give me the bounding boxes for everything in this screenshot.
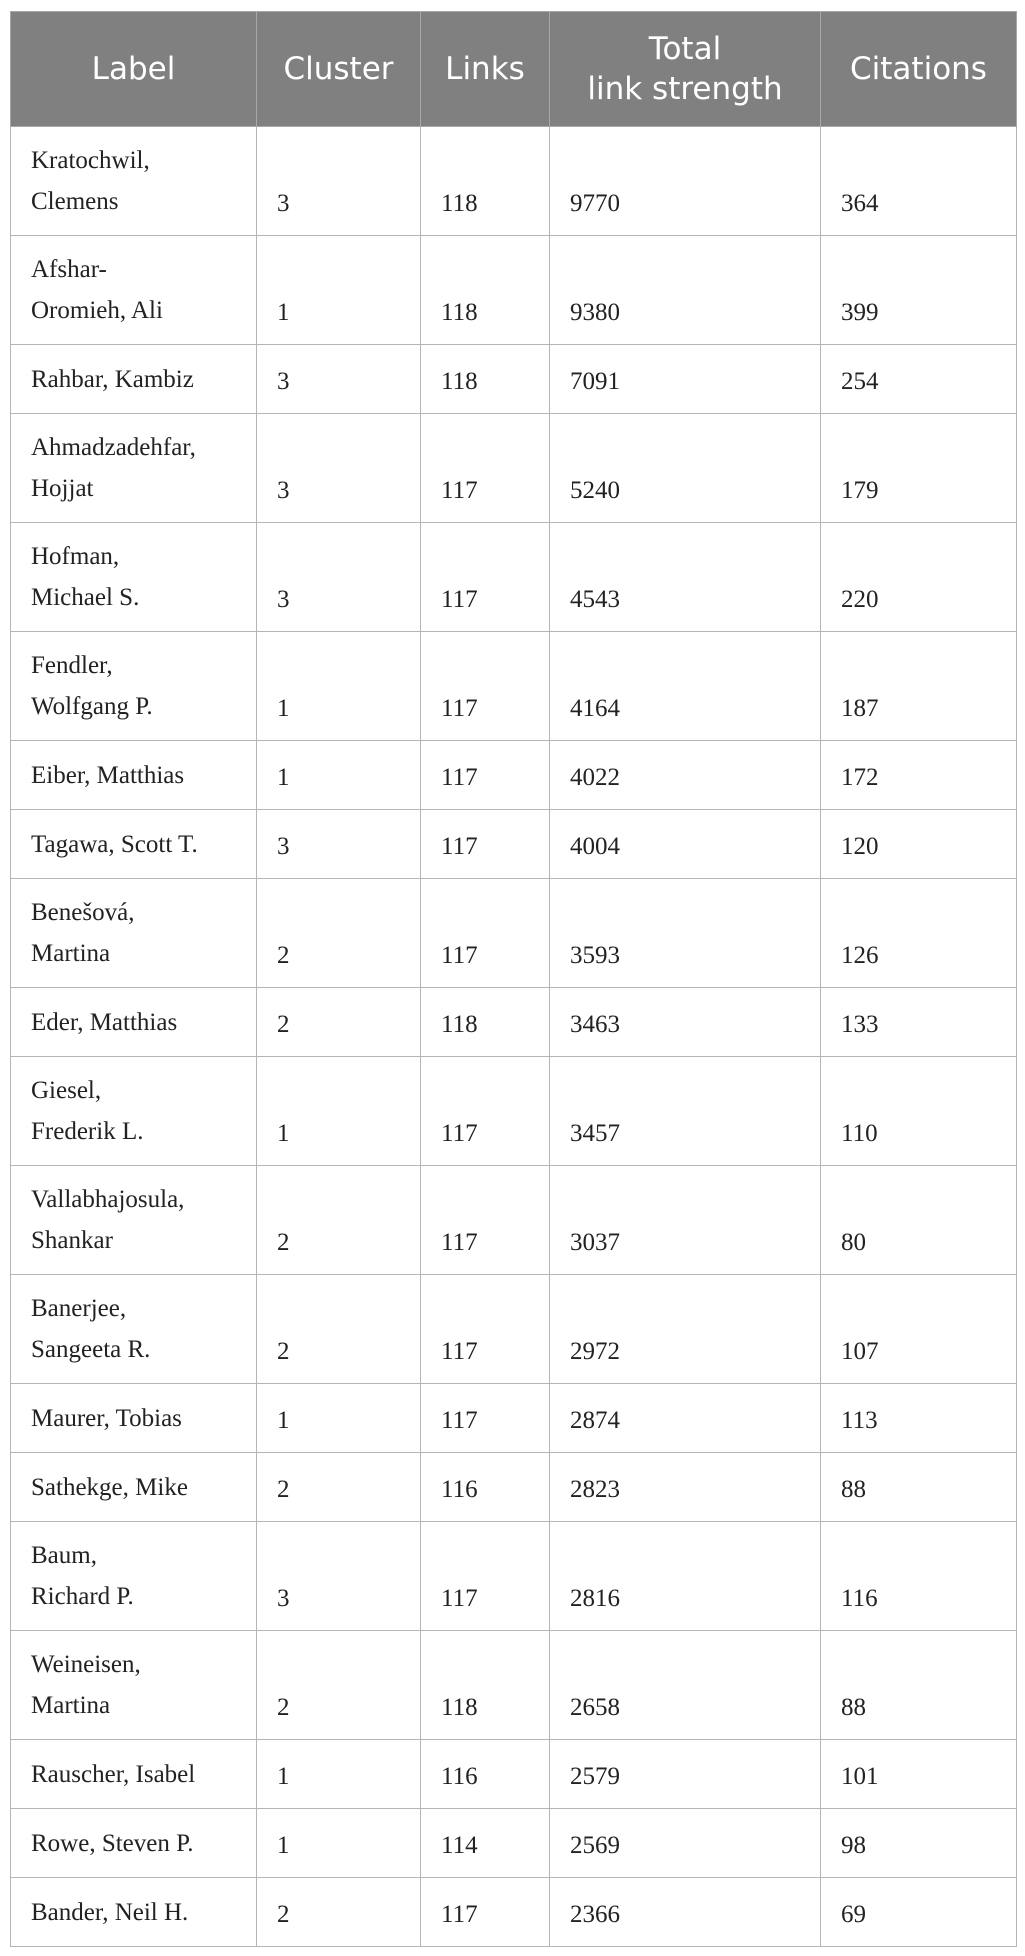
links-cell: 118 — [421, 236, 550, 345]
table-row — [11, 1809, 1017, 1878]
links-cell: 117 — [421, 810, 550, 879]
cluster-cell: 1 — [257, 236, 421, 345]
total-link-strength-cell: 9770 — [550, 127, 821, 236]
cluster-cell: 1 — [257, 1384, 421, 1453]
table-row — [11, 523, 1017, 632]
header-cluster: Cluster — [257, 12, 421, 127]
links-cell: 117 — [421, 879, 550, 988]
cluster-cell: 1 — [257, 1809, 421, 1878]
header-total-link-strength: Total link strength — [550, 12, 821, 127]
total-link-strength-cell: 4022 — [550, 741, 821, 810]
table-row — [11, 1522, 1017, 1631]
table-row — [11, 1384, 1017, 1453]
citations-cell: 88 — [821, 1631, 1017, 1740]
label-cell: Sathekge, Mike — [11, 1453, 257, 1522]
links-cell: 117 — [421, 1057, 550, 1166]
links-cell: 118 — [421, 988, 550, 1057]
total-link-strength-cell: 2569 — [550, 1809, 821, 1878]
cluster-cell: 1 — [257, 741, 421, 810]
label-cell: Kratochwil, Clemens — [11, 127, 257, 236]
label-cell: Benešová, Martina — [11, 879, 257, 988]
cluster-cell: 2 — [257, 1166, 421, 1275]
cluster-cell: 3 — [257, 1522, 421, 1631]
label-cell: Baum, Richard P. — [11, 1522, 257, 1631]
links-cell: 118 — [421, 127, 550, 236]
table-row — [11, 127, 1017, 236]
table-row — [11, 879, 1017, 988]
table-row — [11, 414, 1017, 523]
label-cell: Eder, Matthias — [11, 988, 257, 1057]
header-citations: Citations — [821, 12, 1017, 127]
cluster-cell: 3 — [257, 523, 421, 632]
citations-cell: 220 — [821, 523, 1017, 632]
links-cell: 117 — [421, 741, 550, 810]
cluster-cell: 3 — [257, 127, 421, 236]
cluster-cell: 2 — [257, 879, 421, 988]
total-link-strength-cell: 4164 — [550, 632, 821, 741]
total-link-strength-cell: 2972 — [550, 1275, 821, 1384]
links-cell: 117 — [421, 523, 550, 632]
citations-cell: 172 — [821, 741, 1017, 810]
links-cell: 117 — [421, 414, 550, 523]
cluster-cell: 3 — [257, 345, 421, 414]
citations-cell: 113 — [821, 1384, 1017, 1453]
links-cell: 117 — [421, 1522, 550, 1631]
cluster-cell: 2 — [257, 1631, 421, 1740]
label-cell: Tagawa, Scott T. — [11, 810, 257, 879]
table-row — [11, 810, 1017, 879]
table-body — [11, 127, 1017, 1947]
label-cell: Rauscher, Isabel — [11, 1740, 257, 1809]
total-link-strength-cell: 2366 — [550, 1878, 821, 1947]
label-cell: Giesel, Frederik L. — [11, 1057, 257, 1166]
citations-cell: 187 — [821, 632, 1017, 741]
author-table — [10, 11, 1017, 1947]
cluster-cell: 2 — [257, 1878, 421, 1947]
table-row — [11, 1878, 1017, 1947]
citations-cell: 80 — [821, 1166, 1017, 1275]
citations-cell: 110 — [821, 1057, 1017, 1166]
total-link-strength-cell: 7091 — [550, 345, 821, 414]
label-cell: Banerjee, Sangeeta R. — [11, 1275, 257, 1384]
links-cell: 117 — [421, 1878, 550, 1947]
label-cell: Afshar- Oromieh, Ali — [11, 236, 257, 345]
links-cell: 114 — [421, 1809, 550, 1878]
links-cell: 117 — [421, 632, 550, 741]
citations-cell: 98 — [821, 1809, 1017, 1878]
label-cell: Fendler, Wolfgang P. — [11, 632, 257, 741]
citations-cell: 101 — [821, 1740, 1017, 1809]
cluster-cell: 3 — [257, 414, 421, 523]
total-link-strength-cell: 9380 — [550, 236, 821, 345]
table-row — [11, 1166, 1017, 1275]
table-row — [11, 1631, 1017, 1740]
cluster-cell: 1 — [257, 632, 421, 741]
table-row — [11, 988, 1017, 1057]
total-link-strength-cell: 4004 — [550, 810, 821, 879]
total-link-strength-cell: 2816 — [550, 1522, 821, 1631]
label-cell: Bander, Neil H. — [11, 1878, 257, 1947]
table-row — [11, 1057, 1017, 1166]
label-cell: Eiber, Matthias — [11, 741, 257, 810]
cluster-cell: 2 — [257, 988, 421, 1057]
links-cell: 117 — [421, 1166, 550, 1275]
total-link-strength-cell: 2658 — [550, 1631, 821, 1740]
total-link-strength-cell: 3037 — [550, 1166, 821, 1275]
label-cell: Rowe, Steven P. — [11, 1809, 257, 1878]
links-cell: 118 — [421, 1631, 550, 1740]
label-cell: Hofman, Michael S. — [11, 523, 257, 632]
cluster-cell: 1 — [257, 1740, 421, 1809]
cluster-cell: 3 — [257, 810, 421, 879]
label-cell: Maurer, Tobias — [11, 1384, 257, 1453]
citations-cell: 179 — [821, 414, 1017, 523]
citations-cell: 88 — [821, 1453, 1017, 1522]
citations-cell: 107 — [821, 1275, 1017, 1384]
citations-cell: 126 — [821, 879, 1017, 988]
table-row — [11, 345, 1017, 414]
cluster-cell: 2 — [257, 1275, 421, 1384]
links-cell: 118 — [421, 345, 550, 414]
citations-cell: 364 — [821, 127, 1017, 236]
header-label: Label — [11, 12, 257, 127]
total-link-strength-cell: 2823 — [550, 1453, 821, 1522]
table-row — [11, 1275, 1017, 1384]
citations-cell: 399 — [821, 236, 1017, 345]
label-cell: Vallabhajosula, Shankar — [11, 1166, 257, 1275]
citations-cell: 254 — [821, 345, 1017, 414]
table-row — [11, 741, 1017, 810]
cluster-cell: 1 — [257, 1057, 421, 1166]
total-link-strength-cell: 2874 — [550, 1384, 821, 1453]
citations-cell: 133 — [821, 988, 1017, 1057]
links-cell: 116 — [421, 1453, 550, 1522]
label-cell: Ahmadzadehfar, Hojjat — [11, 414, 257, 523]
citations-cell: 69 — [821, 1878, 1017, 1947]
table-row — [11, 236, 1017, 345]
links-cell: 117 — [421, 1275, 550, 1384]
table-row — [11, 632, 1017, 741]
label-cell: Weineisen, Martina — [11, 1631, 257, 1740]
table-header — [11, 12, 1017, 127]
total-link-strength-cell: 3457 — [550, 1057, 821, 1166]
label-cell: Rahbar, Kambiz — [11, 345, 257, 414]
citations-cell: 120 — [821, 810, 1017, 879]
links-cell: 117 — [421, 1384, 550, 1453]
header-links: Links — [421, 12, 550, 127]
total-link-strength-cell: 3463 — [550, 988, 821, 1057]
links-cell: 116 — [421, 1740, 550, 1809]
header-row — [11, 12, 1017, 127]
total-link-strength-cell: 4543 — [550, 523, 821, 632]
table-row — [11, 1740, 1017, 1809]
table-row — [11, 1453, 1017, 1522]
total-link-strength-cell: 5240 — [550, 414, 821, 523]
total-link-strength-cell: 2579 — [550, 1740, 821, 1809]
total-link-strength-cell: 3593 — [550, 879, 821, 988]
citations-cell: 116 — [821, 1522, 1017, 1631]
cluster-cell: 2 — [257, 1453, 421, 1522]
